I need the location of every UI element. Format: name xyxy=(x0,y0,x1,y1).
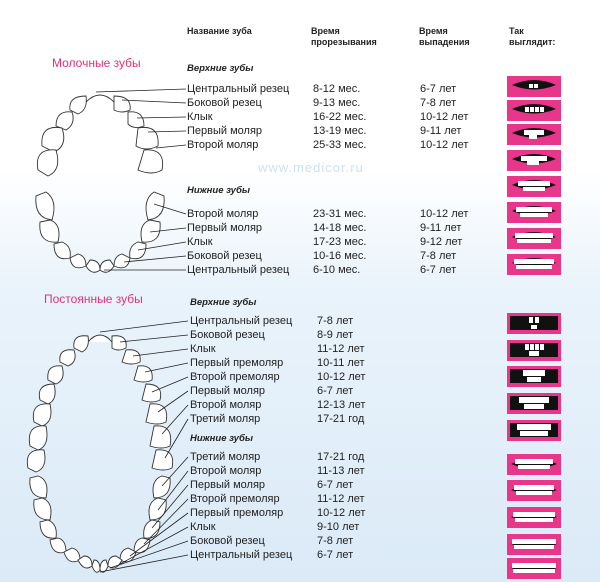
permanent-teeth-title: Постоянные зубы xyxy=(44,292,143,306)
erupt-time: 8-12 мес. xyxy=(313,83,361,95)
mouth-image xyxy=(507,150,561,171)
tooth-name: Первый моляр xyxy=(190,385,266,397)
erupt-time: 25-33 мес. xyxy=(313,139,367,151)
tooth-name: Второй премоляр xyxy=(190,371,280,383)
erupt-age: 7-8 лет xyxy=(317,535,354,547)
mouth-image xyxy=(507,313,561,334)
erupt-age: 11-12 лет xyxy=(317,493,365,505)
shed-time: 10-12 лет xyxy=(420,208,469,220)
mouth-image xyxy=(507,480,561,501)
erupt-age: 6-7 лет xyxy=(317,385,354,397)
mouth-image xyxy=(507,534,561,555)
col-header-name: Название зуба xyxy=(187,26,252,36)
erupt-age: 11-13 лет xyxy=(317,465,365,477)
tooth-name: Второй моляр xyxy=(187,139,259,151)
tooth-name: Центральный резец xyxy=(190,315,293,327)
erupt-age: 17-21 год xyxy=(317,451,365,463)
milk-upper-jaw-icon xyxy=(37,95,162,176)
erupt-age: 10-12 лет xyxy=(317,371,366,383)
tooth-name: Первый премоляр xyxy=(190,357,284,369)
tooth-name: Боковой резец xyxy=(190,535,265,547)
col-header-shed-line1: Время xyxy=(419,26,448,36)
tooth-name: Второй премоляр xyxy=(190,493,280,505)
permanent-lower-jaw-icon xyxy=(30,476,170,572)
erupt-time: 16-22 мес. xyxy=(313,111,367,123)
shed-time: 7-8 лет xyxy=(420,97,457,109)
tooth-name: Третий моляр xyxy=(190,451,261,463)
milk-teeth-title: Молочные зубы xyxy=(52,56,141,70)
tooth-name: Третий моляр xyxy=(190,413,261,425)
tooth-name: Второй моляр xyxy=(190,399,262,411)
tooth-name: Второй моляр xyxy=(187,208,259,220)
milk-upper-label: Верхние зубы xyxy=(187,63,254,74)
erupt-age: 7-8 лет xyxy=(317,315,354,327)
tooth-name: Клык xyxy=(187,111,213,123)
mouth-image xyxy=(507,228,561,249)
shed-time: 10-12 лет xyxy=(420,139,469,151)
shed-time: 9-11 лет xyxy=(420,222,462,234)
mouth-image xyxy=(507,202,561,223)
mouth-image xyxy=(507,76,561,97)
erupt-time: 9-13 мес. xyxy=(313,97,361,109)
erupt-age: 12-13 лет xyxy=(317,399,366,411)
erupt-time: 23-31 мес. xyxy=(313,208,367,220)
mouth-image xyxy=(507,558,561,579)
mouth-image xyxy=(507,176,561,197)
shed-time: 7-8 лет xyxy=(420,250,457,262)
erupt-time: 10-16 мес. xyxy=(313,250,367,262)
tooth-name: Боковой резец xyxy=(187,97,262,109)
mouth-image xyxy=(507,124,561,145)
col-header-look-line2: выглядит: xyxy=(509,37,556,47)
watermark: www.medicor.ru xyxy=(258,160,364,175)
erupt-time: 6-10 мес. xyxy=(313,264,361,276)
tooth-name: Первый моляр xyxy=(187,125,263,137)
tooth-name: Центральный резец xyxy=(190,549,293,561)
col-header-erupt-line2: прорезывания xyxy=(311,37,377,47)
mouth-image xyxy=(507,254,561,275)
tooth-name: Второй моляр xyxy=(190,465,262,477)
tooth-name: Клык xyxy=(187,236,213,248)
perm-lower-label: Нижние зубы xyxy=(190,433,254,444)
shed-time: 6-7 лет xyxy=(420,264,457,276)
erupt-time: 17-23 мес. xyxy=(313,236,367,248)
tooth-name: Первый моляр xyxy=(190,479,266,491)
mouth-image xyxy=(507,393,561,414)
tooth-name: Первый премоляр xyxy=(190,507,284,519)
shed-time: 9-11 лет xyxy=(420,125,462,137)
erupt-age: 9-10 лет xyxy=(317,521,360,533)
tooth-name: Центральный резец xyxy=(187,264,290,276)
milk-lower-label: Нижние зубы xyxy=(187,185,251,196)
tooth-name: Боковой резец xyxy=(187,250,262,262)
erupt-age: 10-11 лет xyxy=(317,357,365,369)
mouth-image xyxy=(507,420,561,441)
mouth-image xyxy=(507,507,561,528)
erupt-age: 6-7 лет xyxy=(317,549,354,561)
erupt-age: 8-9 лет xyxy=(317,329,354,341)
erupt-time: 14-18 мес. xyxy=(313,222,367,234)
erupt-age: 6-7 лет xyxy=(317,479,354,491)
mouth-image xyxy=(507,366,561,387)
tooth-name: Первый моляр xyxy=(187,222,263,234)
shed-time: 6-7 лет xyxy=(420,83,457,95)
col-header-look-line1: Так xyxy=(509,26,524,36)
mouth-image xyxy=(507,454,561,475)
tooth-name: Боковой резец xyxy=(190,329,265,341)
erupt-time: 13-19 мес. xyxy=(313,125,367,137)
shed-time: 9-12 лет xyxy=(420,236,463,248)
tooth-name: Клык xyxy=(190,343,216,355)
col-header-erupt-line1: Время xyxy=(311,26,340,36)
shed-time: 10-12 лет xyxy=(420,111,469,123)
mouth-image xyxy=(507,100,561,121)
tooth-name: Центральный резец xyxy=(187,83,290,95)
erupt-age: 11-12 лет xyxy=(317,343,365,355)
erupt-age: 10-12 лет xyxy=(317,507,366,519)
tooth-name: Клык xyxy=(190,521,216,533)
perm-upper-label: Верхние зубы xyxy=(190,297,257,308)
mouth-image xyxy=(507,340,561,361)
col-header-shed-line2: выпадения xyxy=(419,37,470,47)
permanent-upper-jaw-icon xyxy=(27,335,172,472)
erupt-age: 17-21 год xyxy=(317,413,365,425)
